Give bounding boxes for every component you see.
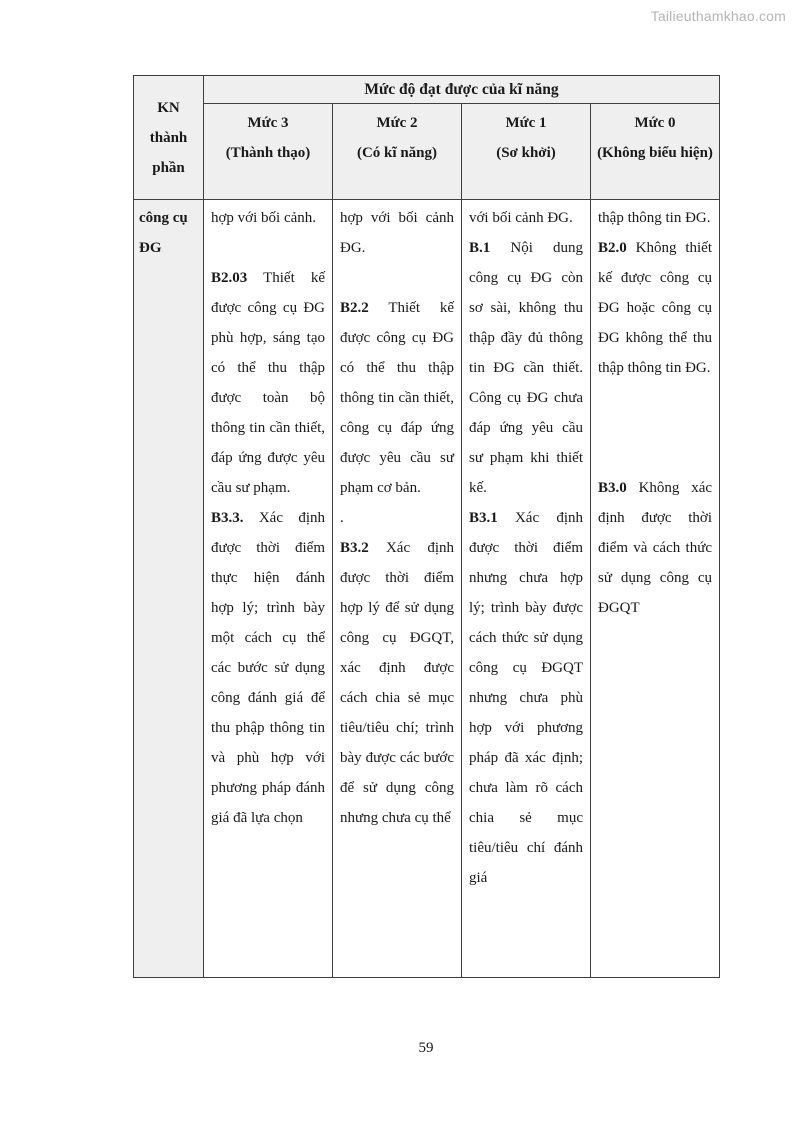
row-header-cell: KN thành phần	[134, 76, 204, 200]
level-subtitle: (Không biểu hiện)	[597, 145, 713, 161]
clause-code: B2.0	[598, 240, 627, 256]
paragraph-b3	[211, 503, 325, 833]
paragraph-intro: hợp với bối cảnh ĐG.	[340, 210, 454, 256]
column-group-header: Mức độ đạt được của kĩ năng	[204, 76, 720, 104]
cell-muc-3	[204, 200, 333, 978]
clause-code: B3.1	[469, 510, 498, 526]
cell-muc-0	[591, 200, 720, 978]
paragraph-b2	[340, 293, 454, 503]
clause-text: Xác định được thời điểm hợp lý để sử dụng công cụ ĐGQT, xác định được cách chia sẻ mục tiêu/tiêu chí; trình bày được các bước để sử dụng công nhưng chưa cụ thể	[340, 540, 454, 826]
spacer	[211, 233, 325, 263]
level-title: Mức 0	[634, 115, 676, 131]
paragraph-b1	[469, 233, 583, 503]
clause-text: Thiết kế được công cụ ĐG có thể thu thập thông tin cần thiết, công cụ đáp ứng được yêu cầu sư phạm cơ bản.	[340, 300, 454, 496]
paragraph-b2	[211, 263, 325, 503]
header-row-group	[134, 76, 720, 104]
clause-code: B3.0	[598, 480, 627, 496]
clause-text: Thiết kế được công cụ ĐG phù hợp, sáng tạo có thể thu thập được toàn bộ thông tin cần thiết, đáp ứng được yêu cầu sư phạm.	[211, 270, 325, 496]
cell-muc-1	[462, 200, 591, 978]
clause-text: Nội dung công cụ ĐG còn sơ sài, không thu thập đầy đủ thông tin ĐG cần thiết. Công cụ ĐG chưa đáp ứng yêu cầu sư phạm khi thiết kế.	[469, 240, 584, 496]
clause-text: Không thiết kế được công cụ ĐG hoặc công cụ ĐG không thể thu thập thông tin ĐG.	[598, 240, 713, 376]
paragraph-intro: thập thông tin ĐG.	[598, 210, 711, 226]
level-subtitle: (Có kĩ năng)	[356, 145, 438, 161]
level-title: Mức 1	[505, 115, 547, 131]
clause-code: B.1	[469, 240, 491, 256]
paragraph-b2	[598, 233, 712, 383]
col-header-muc-0	[591, 104, 720, 200]
clause-code: B2.2	[340, 300, 369, 316]
level-subtitle: (Thành thạo)	[225, 145, 311, 161]
level-title: Mức 3	[247, 115, 289, 131]
watermark: Tailieuthamkhao.com	[650, 8, 786, 24]
spacer	[598, 413, 712, 443]
paragraph-b3	[340, 533, 454, 833]
header-row-levels	[134, 104, 720, 200]
level-title: Mức 2	[376, 115, 418, 131]
spacer	[340, 263, 454, 293]
spacer	[598, 383, 712, 413]
clause-code: B3.2	[340, 540, 369, 556]
clause-text: Xác định được thời điểm nhưng chưa hợp lý; trình bày được cách thức sử dụng công cụ ĐGQT nhưng chưa phù hợp với phương pháp đã xác định; chưa làm rõ cách chia sẻ mục tiêu/tiêu chí đánh giá	[469, 510, 583, 886]
paragraph-b3	[469, 503, 583, 893]
col-header-muc-3	[204, 104, 333, 200]
spacer	[598, 443, 712, 473]
cell-muc-2	[333, 200, 462, 978]
paragraph-intro: với bối cảnh ĐG.	[469, 210, 573, 226]
col-header-muc-1	[462, 104, 591, 200]
col-header-muc-2	[333, 104, 462, 200]
clause-text: Không xác định được thời điểm và cách thức sử dụng công cụ ĐGQT	[598, 480, 713, 616]
row-label: công cụ ĐG	[134, 200, 204, 978]
rubric-table	[133, 75, 720, 978]
level-subtitle: (Sơ khởi)	[496, 145, 556, 161]
clause-code: B2.03	[211, 270, 248, 286]
clause-code: B3.3.	[211, 510, 244, 526]
page-number: 59	[418, 1040, 434, 1056]
paragraph-b3	[598, 473, 712, 623]
paragraph-stray-dot: .	[340, 510, 344, 526]
paragraph-intro: hợp với bối cảnh.	[211, 210, 317, 226]
table-row	[134, 200, 720, 978]
clause-text: Xác định được thời điểm thực hiện đánh hợp lý; trình bày một cách cụ thể các bước sử dụng công đánh giá để thu phập thông tin và phù hợp với phương pháp đánh giá đã lựa chọn	[211, 510, 325, 826]
